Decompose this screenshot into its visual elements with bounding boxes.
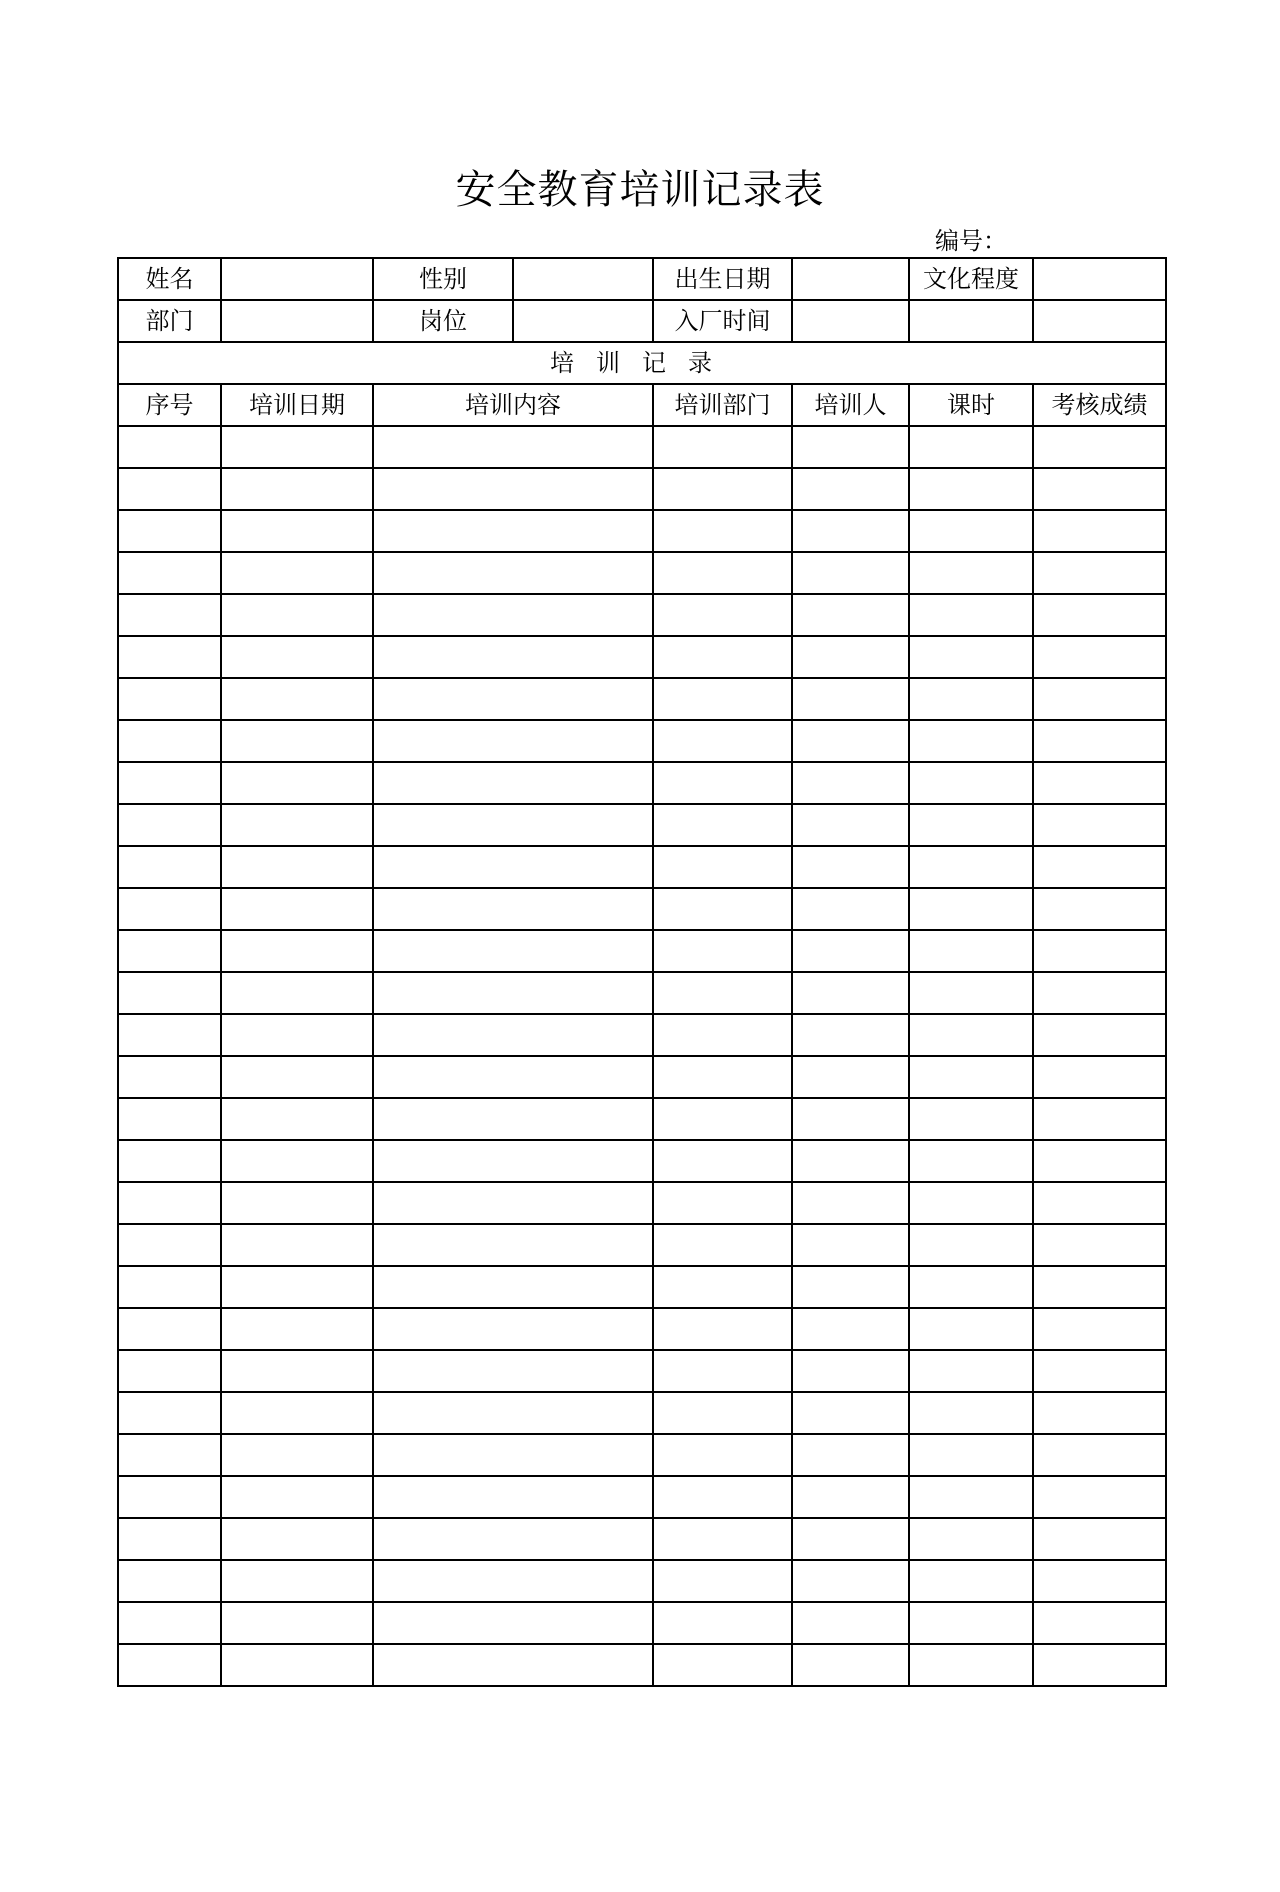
cell-seq[interactable] (118, 1434, 221, 1476)
cell-department[interactable] (653, 468, 792, 510)
cell-content[interactable] (373, 888, 653, 930)
cell-hours[interactable] (909, 1392, 1033, 1434)
cell-trainer[interactable] (792, 1098, 909, 1140)
cell-department[interactable] (653, 930, 792, 972)
cell-date[interactable] (221, 1056, 373, 1098)
cell-score[interactable] (1033, 678, 1166, 720)
table-row (118, 1224, 1166, 1266)
cell-trainer[interactable] (792, 1140, 909, 1182)
table-row (118, 1266, 1166, 1308)
cell-seq[interactable] (118, 1350, 221, 1392)
empty-cell (1033, 300, 1166, 342)
table-row (118, 1560, 1166, 1602)
cell-hours[interactable] (909, 888, 1033, 930)
cell-trainer[interactable] (792, 1392, 909, 1434)
cell-content[interactable] (373, 804, 653, 846)
cell-seq[interactable] (118, 1266, 221, 1308)
cell-content[interactable] (373, 510, 653, 552)
column-header: 序号 (118, 384, 221, 426)
cell-hours[interactable] (909, 1560, 1033, 1602)
cell-score[interactable] (1033, 1518, 1166, 1560)
cell-content[interactable] (373, 678, 653, 720)
cell-content[interactable] (373, 1350, 653, 1392)
cell-trainer[interactable] (792, 552, 909, 594)
position-label: 岗位 (373, 300, 513, 342)
cell-hours[interactable] (909, 1308, 1033, 1350)
cell-hours[interactable] (909, 1644, 1033, 1686)
cell-hours[interactable] (909, 1014, 1033, 1056)
cell-content[interactable] (373, 1476, 653, 1518)
cell-content[interactable] (373, 762, 653, 804)
cell-trainer[interactable] (792, 720, 909, 762)
cell-score[interactable] (1033, 1350, 1166, 1392)
cell-hours[interactable] (909, 678, 1033, 720)
cell-score[interactable] (1033, 636, 1166, 678)
cell-score[interactable] (1033, 1434, 1166, 1476)
cell-content[interactable] (373, 720, 653, 762)
cell-date[interactable] (221, 888, 373, 930)
cell-hours[interactable] (909, 1224, 1033, 1266)
cell-score[interactable] (1033, 846, 1166, 888)
table-row (118, 1434, 1166, 1476)
cell-date[interactable] (221, 1308, 373, 1350)
cell-department[interactable] (653, 1266, 792, 1308)
cell-seq[interactable] (118, 678, 221, 720)
cell-score[interactable] (1033, 762, 1166, 804)
cell-department[interactable] (653, 1056, 792, 1098)
table-row (118, 1182, 1166, 1224)
cell-seq[interactable] (118, 1518, 221, 1560)
cell-trainer[interactable] (792, 804, 909, 846)
cell-department[interactable] (653, 846, 792, 888)
gender-field[interactable] (513, 258, 653, 300)
cell-content[interactable] (373, 1602, 653, 1644)
cell-department[interactable] (653, 888, 792, 930)
cell-score[interactable] (1033, 594, 1166, 636)
cell-trainer[interactable] (792, 1308, 909, 1350)
cell-department[interactable] (653, 1476, 792, 1518)
cell-trainer[interactable] (792, 1602, 909, 1644)
section-row (118, 342, 1166, 384)
cell-date[interactable] (221, 930, 373, 972)
cell-date[interactable] (221, 972, 373, 1014)
cell-department[interactable] (653, 1434, 792, 1476)
cell-content[interactable] (373, 552, 653, 594)
table-row (118, 1476, 1166, 1518)
cell-date[interactable] (221, 510, 373, 552)
cell-trainer[interactable] (792, 1182, 909, 1224)
cell-date[interactable] (221, 720, 373, 762)
cell-seq[interactable] (118, 804, 221, 846)
cell-trainer[interactable] (792, 1560, 909, 1602)
cell-hours[interactable] (909, 1602, 1033, 1644)
cell-score[interactable] (1033, 930, 1166, 972)
cell-seq[interactable] (118, 720, 221, 762)
cell-content[interactable] (373, 1182, 653, 1224)
cell-date[interactable] (221, 804, 373, 846)
cell-seq[interactable] (118, 1560, 221, 1602)
cell-department[interactable] (653, 1308, 792, 1350)
cell-score[interactable] (1033, 720, 1166, 762)
cell-seq[interactable] (118, 1602, 221, 1644)
name-field[interactable] (221, 258, 373, 300)
birth-date-label: 出生日期 (653, 258, 792, 300)
cell-trainer[interactable] (792, 972, 909, 1014)
column-header: 培训日期 (221, 384, 373, 426)
cell-seq[interactable] (118, 468, 221, 510)
cell-hours[interactable] (909, 972, 1033, 1014)
cell-content[interactable] (373, 594, 653, 636)
column-header: 培训内容 (373, 384, 653, 426)
table-row (118, 846, 1166, 888)
cell-score[interactable] (1033, 1056, 1166, 1098)
cell-department[interactable] (653, 1518, 792, 1560)
cell-date[interactable] (221, 1476, 373, 1518)
cell-seq[interactable] (118, 972, 221, 1014)
cell-department[interactable] (653, 1224, 792, 1266)
cell-score[interactable] (1033, 1602, 1166, 1644)
cell-department[interactable] (653, 1140, 792, 1182)
cell-date[interactable] (221, 1014, 373, 1056)
department-field[interactable] (221, 300, 373, 342)
table-row (118, 1392, 1166, 1434)
cell-trainer[interactable] (792, 846, 909, 888)
cell-content[interactable] (373, 468, 653, 510)
cell-date[interactable] (221, 1350, 373, 1392)
table-row (118, 1644, 1166, 1686)
cell-score[interactable] (1033, 1308, 1166, 1350)
cell-seq[interactable] (118, 552, 221, 594)
table-row (118, 1518, 1166, 1560)
cell-trainer[interactable] (792, 888, 909, 930)
cell-trainer[interactable] (792, 1014, 909, 1056)
cell-department[interactable] (653, 1182, 792, 1224)
cell-department[interactable] (653, 426, 792, 468)
cell-seq[interactable] (118, 1182, 221, 1224)
cell-date[interactable] (221, 1224, 373, 1266)
cell-date[interactable] (221, 552, 373, 594)
entry-date-field[interactable] (792, 300, 909, 342)
column-header: 培训人 (792, 384, 909, 426)
cell-department[interactable] (653, 1602, 792, 1644)
cell-seq[interactable] (118, 1224, 221, 1266)
cell-score[interactable] (1033, 1098, 1166, 1140)
cell-trainer[interactable] (792, 426, 909, 468)
cell-hours[interactable] (909, 846, 1033, 888)
table-row (118, 510, 1166, 552)
cell-department[interactable] (653, 510, 792, 552)
cell-trainer[interactable] (792, 594, 909, 636)
cell-seq[interactable] (118, 888, 221, 930)
cell-date[interactable] (221, 1518, 373, 1560)
cell-hours[interactable] (909, 1056, 1033, 1098)
cell-date[interactable] (221, 1182, 373, 1224)
cell-department[interactable] (653, 1098, 792, 1140)
cell-seq[interactable] (118, 762, 221, 804)
education-field[interactable] (1033, 258, 1166, 300)
cell-trainer[interactable] (792, 510, 909, 552)
section-title: 培训记录 (118, 342, 1166, 384)
name-label: 姓名 (118, 258, 221, 300)
cell-hours[interactable] (909, 468, 1033, 510)
cell-seq[interactable] (118, 426, 221, 468)
cell-seq[interactable] (118, 1308, 221, 1350)
cell-content[interactable] (373, 426, 653, 468)
cell-seq[interactable] (118, 1098, 221, 1140)
table-row (118, 468, 1166, 510)
cell-hours[interactable] (909, 1350, 1033, 1392)
column-header: 考核成绩 (1033, 384, 1166, 426)
cell-trainer[interactable] (792, 1224, 909, 1266)
cell-department[interactable] (653, 762, 792, 804)
cell-content[interactable] (373, 1224, 653, 1266)
cell-hours[interactable] (909, 1182, 1033, 1224)
cell-date[interactable] (221, 762, 373, 804)
cell-department[interactable] (653, 1644, 792, 1686)
cell-hours[interactable] (909, 510, 1033, 552)
department-label: 部门 (118, 300, 221, 342)
cell-score[interactable] (1033, 1560, 1166, 1602)
cell-content[interactable] (373, 1392, 653, 1434)
cell-seq[interactable] (118, 1644, 221, 1686)
cell-hours[interactable] (909, 720, 1033, 762)
cell-score[interactable] (1033, 1476, 1166, 1518)
cell-content[interactable] (373, 636, 653, 678)
cell-score[interactable] (1033, 1182, 1166, 1224)
column-header: 课时 (909, 384, 1033, 426)
cell-score[interactable] (1033, 1266, 1166, 1308)
cell-trainer[interactable] (792, 636, 909, 678)
info-row-2 (118, 300, 1166, 342)
cell-date[interactable] (221, 846, 373, 888)
cell-hours[interactable] (909, 1140, 1033, 1182)
cell-date[interactable] (221, 1140, 373, 1182)
cell-department[interactable] (653, 804, 792, 846)
cell-hours[interactable] (909, 930, 1033, 972)
cell-department[interactable] (653, 1392, 792, 1434)
cell-date[interactable] (221, 678, 373, 720)
position-field[interactable] (513, 300, 653, 342)
cell-date[interactable] (221, 1602, 373, 1644)
cell-seq[interactable] (118, 510, 221, 552)
document-number-label: 编号： (935, 227, 1007, 255)
table-row (118, 804, 1166, 846)
education-label: 文化程度 (909, 258, 1033, 300)
cell-content[interactable] (373, 972, 653, 1014)
cell-department[interactable] (653, 1350, 792, 1392)
cell-seq[interactable] (118, 1014, 221, 1056)
table-row (118, 552, 1166, 594)
cell-hours[interactable] (909, 1518, 1033, 1560)
cell-score[interactable] (1033, 426, 1166, 468)
cell-date[interactable] (221, 1266, 373, 1308)
cell-hours[interactable] (909, 552, 1033, 594)
table-row (118, 1098, 1166, 1140)
table-row (118, 930, 1166, 972)
gender-label: 性别 (373, 258, 513, 300)
table-row (118, 1056, 1166, 1098)
info-row-1 (118, 258, 1166, 300)
cell-date[interactable] (221, 468, 373, 510)
cell-department[interactable] (653, 678, 792, 720)
cell-content[interactable] (373, 1560, 653, 1602)
cell-date[interactable] (221, 1560, 373, 1602)
cell-date[interactable] (221, 1392, 373, 1434)
cell-department[interactable] (653, 972, 792, 1014)
empty-cell (909, 300, 1033, 342)
cell-date[interactable] (221, 636, 373, 678)
cell-trainer[interactable] (792, 1266, 909, 1308)
cell-trainer[interactable] (792, 468, 909, 510)
cell-content[interactable] (373, 846, 653, 888)
cell-date[interactable] (221, 1098, 373, 1140)
table-row (118, 972, 1166, 1014)
cell-content[interactable] (373, 1266, 653, 1308)
cell-trainer[interactable] (792, 930, 909, 972)
cell-trainer[interactable] (792, 678, 909, 720)
cell-date[interactable] (221, 426, 373, 468)
cell-content[interactable] (373, 1056, 653, 1098)
table-row (118, 1308, 1166, 1350)
cell-hours[interactable] (909, 1098, 1033, 1140)
cell-score[interactable] (1033, 468, 1166, 510)
cell-hours[interactable] (909, 1266, 1033, 1308)
table-row (118, 636, 1166, 678)
cell-seq[interactable] (118, 930, 221, 972)
cell-department[interactable] (653, 636, 792, 678)
cell-seq[interactable] (118, 1392, 221, 1434)
table-row (118, 1350, 1166, 1392)
cell-hours[interactable] (909, 426, 1033, 468)
cell-score[interactable] (1033, 1392, 1166, 1434)
cell-seq[interactable] (118, 846, 221, 888)
cell-score[interactable] (1033, 1224, 1166, 1266)
cell-trainer[interactable] (792, 1476, 909, 1518)
cell-hours[interactable] (909, 1476, 1033, 1518)
cell-department[interactable] (653, 720, 792, 762)
column-header-row (118, 384, 1166, 426)
cell-hours[interactable] (909, 762, 1033, 804)
cell-content[interactable] (373, 1518, 653, 1560)
cell-date[interactable] (221, 594, 373, 636)
cell-department[interactable] (653, 594, 792, 636)
cell-hours[interactable] (909, 1434, 1033, 1476)
birth-date-field[interactable] (792, 258, 909, 300)
cell-hours[interactable] (909, 594, 1033, 636)
cell-trainer[interactable] (792, 762, 909, 804)
cell-seq[interactable] (118, 636, 221, 678)
cell-trainer[interactable] (792, 1434, 909, 1476)
cell-seq[interactable] (118, 1476, 221, 1518)
cell-department[interactable] (653, 552, 792, 594)
table-row (118, 888, 1166, 930)
cell-department[interactable] (653, 1014, 792, 1056)
cell-score[interactable] (1033, 1140, 1166, 1182)
cell-trainer[interactable] (792, 1350, 909, 1392)
cell-trainer[interactable] (792, 1518, 909, 1560)
table-row (118, 1014, 1166, 1056)
cell-content[interactable] (373, 1308, 653, 1350)
cell-seq[interactable] (118, 594, 221, 636)
cell-hours[interactable] (909, 804, 1033, 846)
cell-content[interactable] (373, 1014, 653, 1056)
table-row (118, 1602, 1166, 1644)
cell-score[interactable] (1033, 972, 1166, 1014)
cell-content[interactable] (373, 1140, 653, 1182)
cell-content[interactable] (373, 930, 653, 972)
training-record-table (117, 257, 1167, 1687)
entry-date-label: 入厂时间 (653, 300, 792, 342)
cell-trainer[interactable] (792, 1644, 909, 1686)
table-row (118, 678, 1166, 720)
cell-content[interactable] (373, 1098, 653, 1140)
cell-hours[interactable] (909, 636, 1033, 678)
table-row (118, 720, 1166, 762)
cell-trainer[interactable] (792, 1056, 909, 1098)
cell-score[interactable] (1033, 1644, 1166, 1686)
cell-score[interactable] (1033, 804, 1166, 846)
document-title: 安全教育培训记录表 (455, 167, 825, 213)
table-row (118, 426, 1166, 468)
cell-seq[interactable] (118, 1056, 221, 1098)
table-row (118, 762, 1166, 804)
cell-score[interactable] (1033, 888, 1166, 930)
cell-score[interactable] (1033, 1014, 1166, 1056)
cell-department[interactable] (653, 1560, 792, 1602)
cell-content[interactable] (373, 1434, 653, 1476)
cell-score[interactable] (1033, 552, 1166, 594)
cell-score[interactable] (1033, 510, 1166, 552)
column-header: 培训部门 (653, 384, 792, 426)
cell-date[interactable] (221, 1644, 373, 1686)
cell-date[interactable] (221, 1434, 373, 1476)
table-row (118, 1140, 1166, 1182)
table-row (118, 594, 1166, 636)
cell-content[interactable] (373, 1644, 653, 1686)
cell-seq[interactable] (118, 1140, 221, 1182)
